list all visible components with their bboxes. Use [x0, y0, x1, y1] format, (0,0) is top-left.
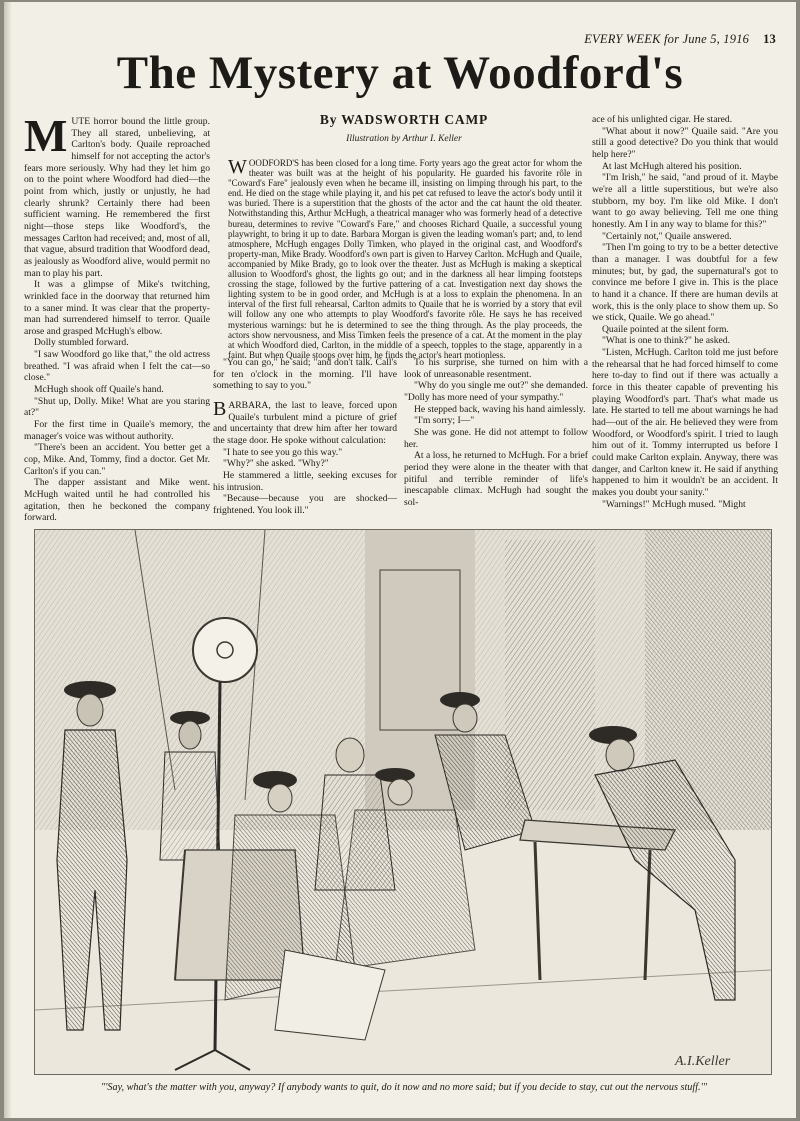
paragraph: He stepped back, waving his hand aimlessly. [414, 403, 586, 415]
paragraph: Dolly stumbled forward. [34, 337, 129, 349]
publication-line: EVERY WEEK for June 5, 1916 [584, 32, 750, 46]
paragraph: "You can go," he said; "and don't talk. Call's for ten o'clock in the morning. I'll have something to say to you." [213, 357, 397, 392]
illustration-credit: Illustration by Arthur I. Keller [346, 134, 462, 144]
paragraph: She was gone. He did not attempt to follow her. [404, 426, 588, 450]
magazine-page [4, 2, 796, 1118]
paragraph: Quaile pointed at the silent form. [602, 323, 729, 335]
paragraph: "I hate to see you go this way." [223, 446, 343, 458]
paragraph: ARBARA, the last to leave, forced upon Quaile's turbulent mind a picture of grief and uncertainty that drew him after her toward the stage door. He spoke without calculation: [213, 399, 397, 446]
paragraph: "What is one to think?" he asked. [602, 335, 730, 347]
paragraph: "Then I'm going to try to be a better detective than a manager. I was doubtful for a few minutes; but, by gad, the supernatural's got to convince me before I give in. This is the place to hand it a chance. If there are human devils at work, this is the only place to show them up. So we stick, Quaile. We go ahead." [592, 242, 778, 324]
column-2-dropcap: B [213, 397, 227, 420]
theater-illustration [34, 529, 772, 1075]
synopsis-dropcap: W [228, 156, 247, 178]
paragraph: "Warnings!" McHugh mused. "Might [602, 498, 746, 510]
illustration-caption: "'Say, what's the matter with you, anyway? If anybody wants to quit, do it now and no more said; but if you decide to stay, cut out the nervous stuff.'" [100, 1082, 708, 1093]
column-4 [592, 114, 778, 510]
paragraph: "Listen, McHugh. Carlton told me just before the rehearsal that he had forced himself to come here to-day to find out if there was actually a force in this theater capable of preventing his playing Woodford's part. That's what made us late. He started to tell me about warnings he had had—out of the air. He believed they were from Woodford, or Woodford's spirit. I tried to laugh him out of it. Tommy interrupted us before I could make Carlton explain. Anyway, there was danger, and Carlton knew it. He said if anything happened to him it wouldn't be an accident. It makes you doubt your sanity." [592, 347, 778, 498]
paragraph: "I'm sorry; I—" [414, 415, 475, 427]
paragraph: "Why?" she asked. "Why?" [223, 458, 329, 470]
page-number: 13 [763, 32, 776, 46]
column-2 [213, 357, 397, 517]
paragraph: "I'm Irish," he said, "and proud of it. Maybe we're all a little superstitious, but we're also stubborn, my boy. I'm like old Mike. I don't want to go away believing. Tell me one thing honestly. Am I in any way to blame for this?" [592, 172, 778, 230]
paragraph: For the first time in Quaile's memory, the manager's voice was without authority. [24, 419, 210, 442]
paragraph: "There's been an accident. You better get a cop, Mike. And, Tommy, find a doctor. Get Mr. Carlton's if you can." [24, 442, 210, 477]
paragraph: At a loss, he returned to McHugh. For a brief period they were alone in the theater with that pitiful and terrible reminder of life's inescapable climax. McHugh had sought the sol- [404, 450, 588, 508]
paragraph: "Because—because you are shocked—frightened. You look ill." [213, 493, 397, 516]
byline: By WADSWORTH CAMP [319, 112, 489, 127]
paragraph: It was a glimpse of Mike's twitching, wrinkled face in the doorway that returned him to a saner mind. It was clear that the property-man had surrendered himself to terror. Quaile arose and grasped McHugh's elbow. [24, 279, 210, 337]
article-title: The Mystery at Woodford's [116, 47, 684, 99]
paragraph: At last McHugh altered his position. [602, 160, 742, 172]
running-header [584, 32, 776, 47]
paragraph: He stammered a little, seeking excuses for his intrusion. [213, 469, 397, 493]
page-gutter [4, 2, 12, 1118]
column-1 [24, 110, 210, 524]
paragraph: ace of his unlighted cigar. He stared. [592, 114, 733, 125]
paragraph: To his surprise, she turned on him with a look of unreasonable resentment. [404, 357, 588, 380]
paragraph: UTE horror bound the little group. They all stared, unbelieving, at Carlton's body. Quaile reproached himself for not accepting the actor's fears more seriously. Why had they let him go on to the point where Woodford had died—the point from which, justly or unjustly, he had clearly shrunk? Certainly there had been sufficient warning. He remembered the first night—those steps like Woodford's, the messages Carlton had received; and, most of all, that vague, absurd tradition that Woodford dead, as jealously as Woodford alive, would permit no man to play his part. [24, 116, 210, 279]
paragraph: "I saw Woodford go like that," the old actress breathed. "I was afraid when I felt the cat—so close." [24, 349, 210, 384]
paragraph: "Why do you single me out?" she demanded. "Dolly has more need of your sympathy." [404, 380, 588, 403]
synopsis [228, 158, 582, 360]
artist-signature: A.I.Keller [675, 1054, 731, 1069]
paragraph: McHugh shook off Quaile's hand. [34, 384, 164, 396]
paragraph: "Shut up, Dolly. Mike! What are you staring at?" [24, 395, 210, 419]
synopsis-text: OODFORD'S has been closed for a long time. Forty years ago the great actor for whom the theater was built was at the height of his popularity. He guarded his favorite rôle in "Coward's Fare" jealously even when he became ill, insisting on limping through his part, to the end. He died on the stage while playing it, and his pet cat refused to leave the actor's body until it was buried. There is a superstition that the ghosts of the actor and the cat haunt the old theater. Notwithstanding this, Arthur McHugh, a theatrical manager who was formerly head of a detective bureau, determines to revive "Coward's Fare," and chooses Richard Quaile, a successful young playwright, to bring it up to date. Barbara Morgan is given the leading woman's part; and, to lend atmosphere, McHugh engages Dolly Timken, who played in the original cast, and Woodford's property-man, Mike Brady. Woodford's own part is given to Harvey Carlton. McHugh and Quaile, accompanied by Mike Brady, go to look over the theater. Just as McHugh is making a skeptical allusion to Woodford's ghost, the lights go out; and in the darkness all hear limping footsteps crossing the stage, followed by the furtive pattering of a cat. Investigation next day shows the lighting system to be in good order, and McHugh is at a loss to explain the phenomena. In an interval of the first full rehearsal, Carlton admits to Quaile that he is worried by a story that evil will follow any one who attempts to play Woodford's favorite rôle. He says he has received mysterious warnings: but he is determined to see the thing through. As the play proceeds, the actors show nervousness, and Miss Timken feels the presence of a cat. At the moment in the play at which Woodford died, Carlton, in the middle of a speech, topples to the stage, apparently in a faint. But when Quaile stoops over him, he finds the actor's heart motionless. [228, 158, 582, 360]
paragraph: The dapper assistant and Mike went. McHugh waited until he had controlled his agitation, then he beckoned the company forward. [24, 477, 210, 524]
paragraph: "What about it now?" Quaile said. "Are you still a good detective? Do you think that would help here?" [592, 125, 778, 160]
column-3 [404, 357, 588, 509]
column-1-dropcap: M [24, 110, 68, 161]
stage-flat [505, 540, 595, 810]
paragraph: "Certainly not," Quaile answered. [602, 230, 732, 242]
